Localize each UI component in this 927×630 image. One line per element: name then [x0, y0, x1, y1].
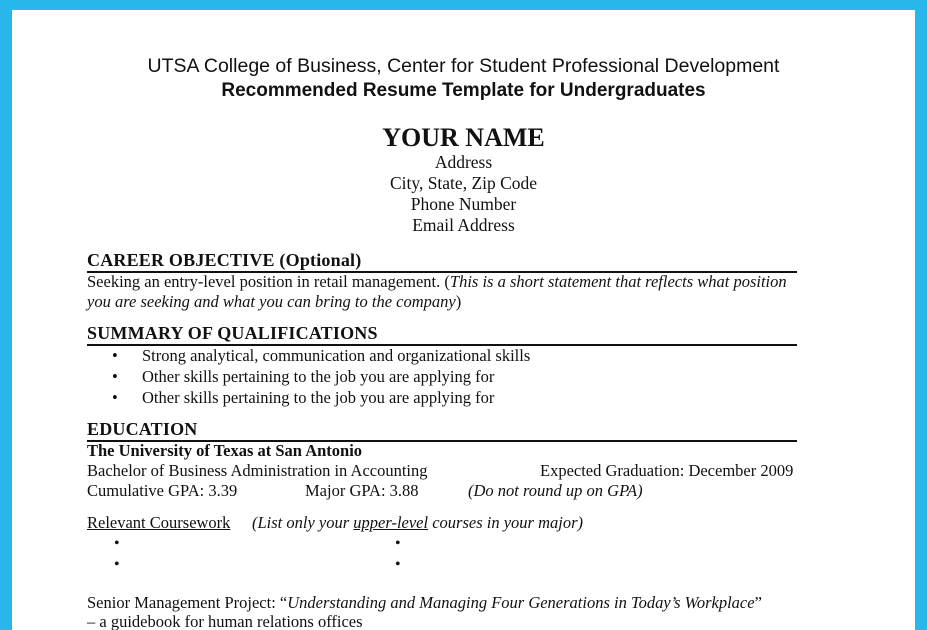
coursework-bullet-icon: • — [114, 535, 120, 552]
coursework-note-part-1: (List only your — [252, 513, 354, 532]
project-title: Understanding and Managing Four Generations in Today’s Workplace — [287, 593, 755, 612]
summary-item-text: Other skills pertaining to the job you are applying for — [142, 367, 495, 386]
phone-number: Phone Number — [410, 194, 517, 214]
org-line: UTSA College of Business, Center for Student Professional Development — [147, 55, 780, 77]
objective-note-2: you are seeking and what you can bring to the company — [87, 292, 456, 311]
cumulative-gpa: Cumulative GPA: 3.39 — [87, 481, 238, 500]
major-gpa: Major GPA: 3.88 — [305, 481, 419, 500]
email-address: Email Address — [412, 215, 515, 235]
summary-item — [112, 346, 530, 366]
summary-item — [112, 367, 494, 387]
coursework-bullet-icon: • — [114, 556, 120, 573]
expected-graduation: Expected Graduation: December 2009 — [540, 461, 794, 480]
coursework-note — [252, 513, 583, 533]
career-objective-heading-text: CAREER OBJECTIVE (Optional) — [87, 250, 362, 270]
coursework-bullet-icon: • — [395, 535, 401, 552]
city-state-zip: City, State, Zip Code — [389, 173, 538, 193]
project-close-quote: ” — [754, 593, 762, 612]
summary-heading-text: SUMMARY OF QUALIFICATIONS — [87, 323, 378, 343]
school-name: The University of Texas at San Antonio — [87, 441, 363, 460]
career-objective-heading — [87, 249, 797, 273]
resume-page — [12, 10, 915, 630]
objective-note-1: This is a short statement that reflects what position — [449, 272, 787, 291]
project-description: – a guidebook for human relations offices — [87, 612, 363, 630]
education-heading-text: EDUCATION — [87, 419, 198, 439]
summary-item-text: Strong analytical, communication and organizational skills — [142, 346, 531, 365]
career-objective-line-2 — [87, 292, 461, 312]
summary-heading — [87, 322, 797, 346]
resume-name: YOUR NAME — [382, 123, 545, 152]
relevant-coursework-label: Relevant Coursework — [87, 513, 231, 532]
senior-project — [87, 593, 762, 613]
coursework-note-upper-level: upper-level — [353, 513, 429, 532]
coursework-note-part-3: courses in your major) — [428, 513, 584, 532]
objective-text: Seeking an entry-level position in retail management. ( — [87, 272, 450, 291]
education-heading — [87, 418, 797, 442]
bullet-icon: • — [112, 346, 118, 365]
bullet-icon: • — [112, 367, 118, 386]
degree: Bachelor of Business Administration in Accounting — [87, 461, 428, 480]
template-title: Recommended Resume Template for Undergraduates — [221, 80, 706, 101]
career-objective-line-1 — [87, 272, 787, 292]
project-label: Senior Management Project: “ — [87, 593, 288, 612]
summary-item-text: Other skills pertaining to the job you are applying for — [142, 388, 495, 407]
coursework-bullet-icon: • — [395, 556, 401, 573]
gpa-note: (Do not round up on GPA) — [468, 481, 643, 500]
objective-close-paren: ) — [455, 292, 462, 311]
address: Address — [434, 152, 493, 172]
summary-item — [112, 388, 494, 408]
bullet-icon: • — [112, 388, 118, 407]
